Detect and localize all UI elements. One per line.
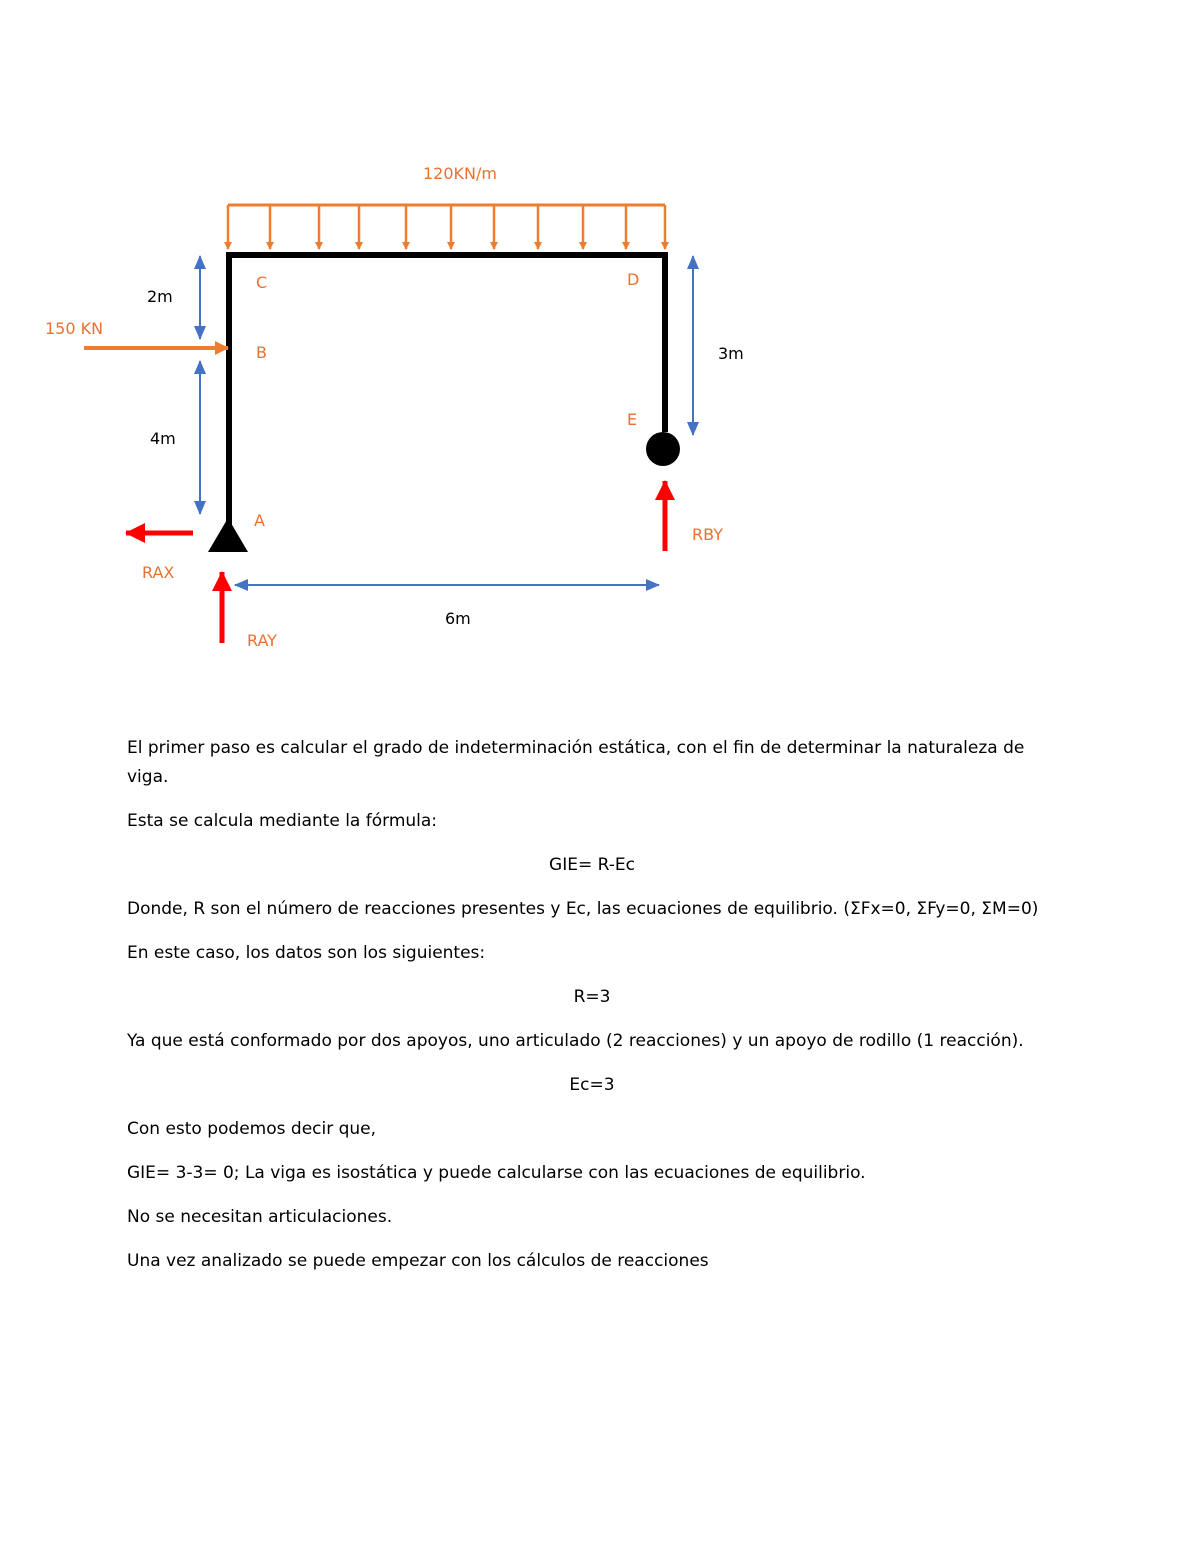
paragraph-gie-result: GIE= 3-3= 0; La viga es isostática y puede calcularse con las ecuaciones de equilibrio. (127, 1163, 866, 1183)
node-e-label: E (627, 410, 638, 429)
load-arrows (228, 205, 665, 249)
reaction-rax-label: RAX (142, 563, 175, 582)
paragraph-next-step: Una vez analizado se puede empezar con los cálculos de reacciones (127, 1251, 709, 1271)
dim-ba-label: 4m (150, 429, 176, 448)
roller-support-e (646, 432, 680, 466)
paragraph-where: Donde, R son el número de reacciones presentes y Ec, las ecuaciones de equilibrio. (ΣFx=0, ΣFy=0, ΣM=0) (127, 899, 1039, 919)
node-d-label: D (627, 270, 640, 289)
point-load-label: 150 KN (45, 319, 104, 338)
reaction-rby-label: RBY (692, 525, 723, 544)
node-b-label: B (256, 343, 267, 362)
paragraph-supports: Ya que está conformado por dos apoyos, uno articulado (2 reacciones) y un apoyo de rodillo (1 reacción). (127, 1031, 1024, 1051)
value-r: R=3 (573, 987, 611, 1007)
frame-members (229, 255, 665, 533)
dim-cb-label: 2m (147, 287, 173, 306)
frame-diagram (0, 0, 1200, 700)
paragraph-intro: El primer paso es calcular el grado de indeterminación estática, con el fin de determinar la naturaleza de viga. (127, 738, 1025, 787)
paragraph-articulations: No se necesitan articulaciones. (127, 1207, 393, 1227)
paragraph-conclusion-intro: Con esto podemos decir que, (127, 1119, 377, 1139)
value-ec: Ec=3 (569, 1075, 615, 1095)
explanation-text (127, 734, 1057, 1291)
dim-ae-label: 6m (445, 609, 471, 628)
dim-de-label: 3m (718, 344, 744, 363)
paragraph-formula-intro: Esta se calcula mediante la fórmula: (127, 811, 438, 831)
reaction-ray-label: RAY (247, 631, 277, 650)
node-c-label: C (256, 273, 268, 292)
paragraph-data: En este caso, los datos son los siguientes: (127, 943, 486, 963)
distributed-load (228, 205, 665, 249)
formula-gie: GIE= R-Ec (549, 855, 635, 875)
pin-support-a (208, 518, 248, 552)
distributed-load-label: 120KN/m (423, 164, 497, 183)
node-a-label: A (254, 511, 265, 530)
